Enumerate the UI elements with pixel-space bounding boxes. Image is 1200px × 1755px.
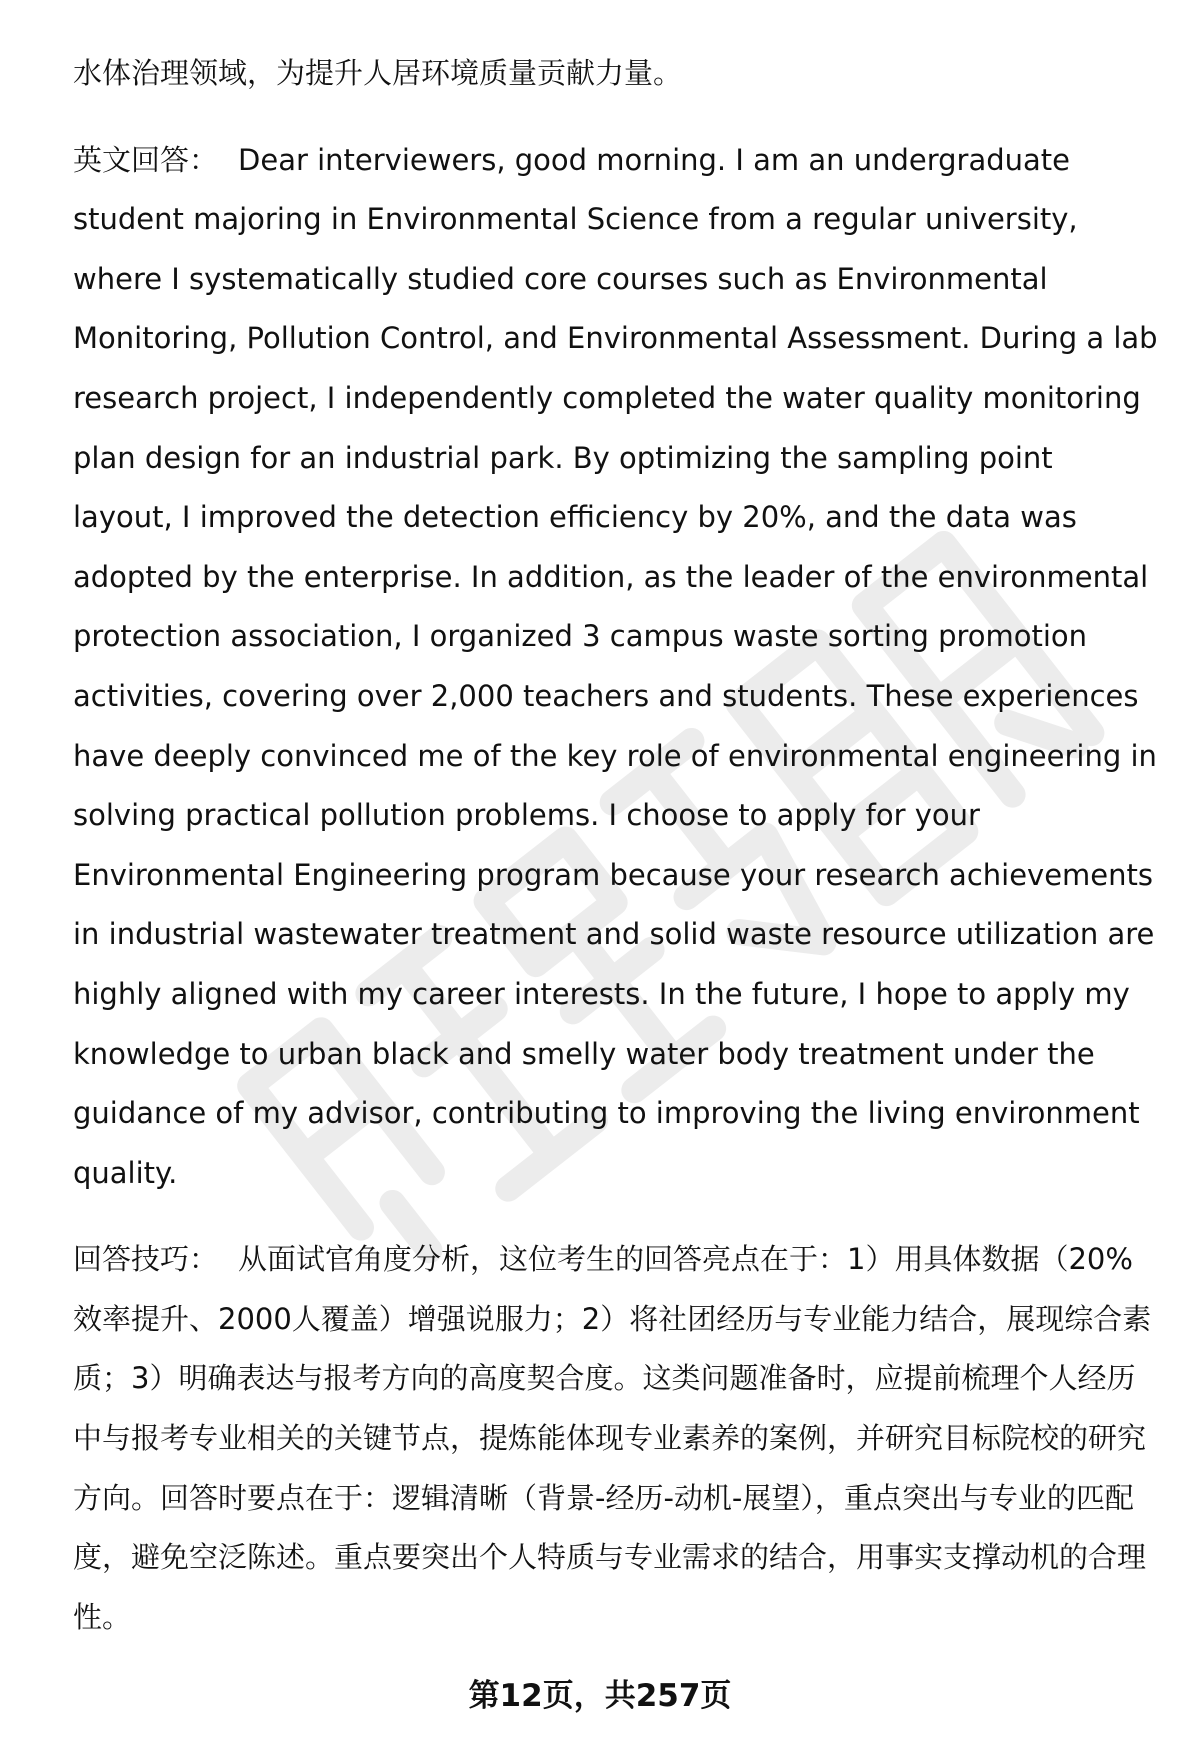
english-answer-label: 英文回答： (73, 142, 219, 177)
intro-paragraph: 水体治理领域，为提升人居环境质量贡献力量。 (73, 56, 683, 90)
answer-tips-text: 从面试官角度分析，这位考生的回答亮点在于：1）用具体数据（20%效率提升、2000人覆盖）增强说服力；2）将社团经历与专业能力结合，展现综合素质；3）明确表达与报考方向的高度契合度。这类问题准备时，应提前梳理个人经历中与报考专业相关的关键节点，提炼能体现专业素养的案例，并研究目标院校的研究方向。回答时要点在于：逻辑清晰（背景-经历-动机-展望），重点突出与专业的匹配度，避免空泛陈述。重点要突出个人特质与专业需求的结合，用事实支撑动机的合理性。 (73, 1242, 1152, 1634)
document-body (73, 44, 1158, 1647)
answer-tips-label: 回答技巧： (73, 1242, 219, 1277)
english-answer-text: Dear interviewers, good morning. I am an undergraduate student majoring in Environmental Science from a regular university, where I systematically studied core courses such as Environmental Monitoring, Pollution Control, and Environmental Assessment. During a lab research project, I independently completed the water quality monitoring plan design for an industrial park. By optimizing the sampling point layout, I improved the detection efficiency by 20%, and the data was adopted by the enterprise. In addition, as the leader of the environmental protection association, I organized 3 campus waste sorting promotion activities, covering over 2,000 teachers and students. These experiences have deeply convinced me of the key role of environmental engineering in solving practical pollution problems. I choose to apply for your Environmental Engineering program because your research achievements in industrial wastewater treatment and solid waste resource utilization are highly aligned with my career interests. In the future, I hope to apply my knowledge to urban black and smelly water body treatment under the guidance of my advisor, contributing to improving the living environment quality. (73, 142, 1158, 1190)
answer-tips-paragraph (73, 1230, 1158, 1647)
page-number: 第12页，共257页 (468, 1678, 732, 1714)
english-answer-paragraph (73, 131, 1158, 1204)
